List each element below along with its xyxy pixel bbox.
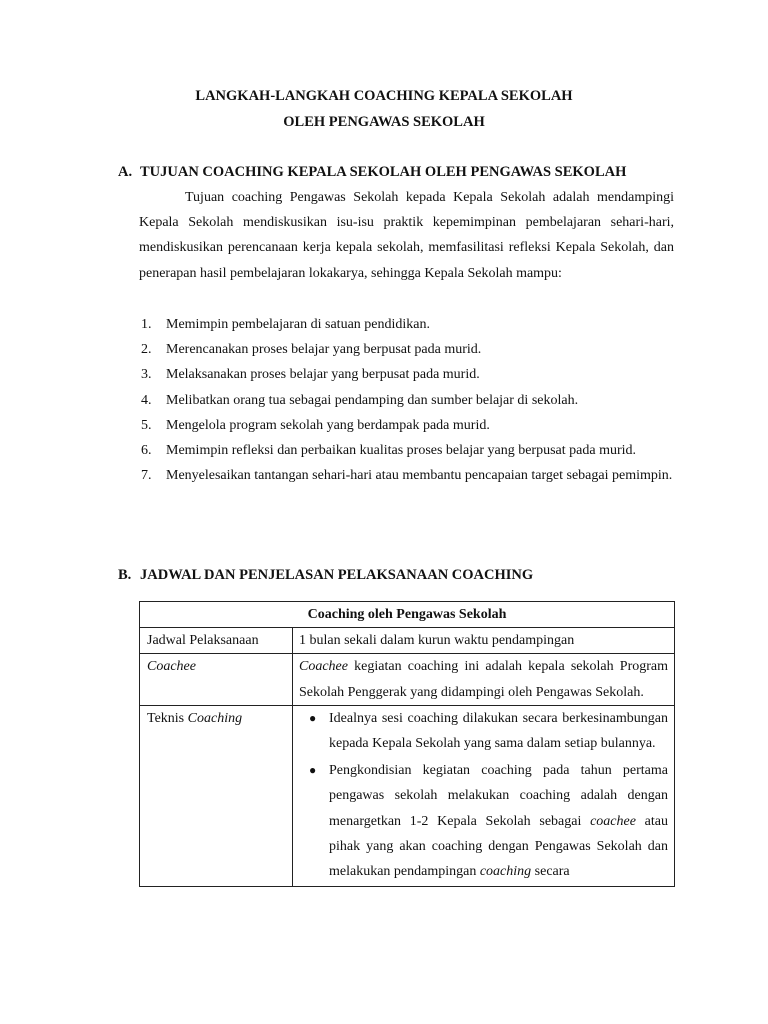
bullet-text: secara <box>531 864 570 880</box>
table-row <box>140 654 675 705</box>
section-a-heading <box>118 164 626 181</box>
list-item-text: Melaksanakan proses belajar yang berpusat pada murid. <box>166 367 480 383</box>
row-label-teknis <box>140 705 293 886</box>
doc-title-line-1: LANGKAH-LANGKAH COACHING KEPALA SEKOLAH <box>195 88 573 104</box>
list-item-text: Mengelola program sekolah yang berdampak pada murid. <box>166 417 490 433</box>
section-b-letter: B. <box>118 567 132 583</box>
section-b-heading <box>118 567 533 584</box>
bullet-em: coaching <box>479 864 532 880</box>
row-value-teknis <box>293 705 675 886</box>
bullet-dot-icon: ● <box>309 763 317 778</box>
table-header-row <box>140 602 675 628</box>
section-a-paragraph-text: Tujuan coaching Pengawas Sekolah kepada Kepala Sekolah adalah mendampingi Kepala Sekolah mendiskusikan isu-isu praktik kepemimpinan pembelajaran sehari-hari, mendiskusikan perencanaan kerja kepala sekolah, memfasilitasi refleksi Kepala Sekolah, dan penerapan hasil pembelajaran lokakarya, sehingga Kepala Sekolah mampu: <box>139 190 674 281</box>
table-row <box>140 705 675 886</box>
list-item-text: Merencanakan proses belajar yang berpusat pada murid. <box>166 342 482 358</box>
list-item <box>139 463 674 488</box>
teknis-bullet-list <box>299 706 668 884</box>
section-a-title: TUJUAN COACHING KEPALA SEKOLAH OLEH PENGAWAS SEKOLAH <box>140 164 627 180</box>
bullet-text: atau pihak yang akan coaching dengan Pengawas Sekolah dan melakukan pendampingan <box>329 813 668 880</box>
bullet-text: Idealnya sesi coaching dilakukan secara berkesinambungan kepada Kepala Sekolah yang sama dalam setiap bulannya. <box>329 710 668 752</box>
list-item-number: 1. <box>141 317 152 332</box>
teknis-label-em: Coaching <box>187 710 243 726</box>
row-label-jadwal: Jadwal Pelaksanaan <box>140 628 293 654</box>
bullet-text: Pengkondisian kegiatan coaching pada tahun pertama pengawas sekolah melakukan coaching adalah dengan menargetkan 1-2 Kepala Sekolah sebagai <box>329 763 668 829</box>
list-item <box>139 312 674 337</box>
list-item <box>139 362 674 387</box>
list-item-text: Menyelesaikan tantangan sehari-hari atau membantu pencapaian target sebagai pemimpin. <box>166 468 673 484</box>
list-item-number: 6. <box>141 443 152 459</box>
row-label-coachee-text: Coachee <box>147 659 196 675</box>
doc-title-line-2: OLEH PENGAWAS SEKOLAH <box>283 114 485 130</box>
list-item <box>139 388 674 413</box>
table-row <box>140 628 675 654</box>
list-item <box>299 706 668 756</box>
list-item-number: 7. <box>141 468 152 484</box>
list-item <box>139 438 674 463</box>
row-value-coachee <box>293 654 675 705</box>
coachee-text: kegiatan coaching ini adalah kepala sekolah Program Sekolah Penggerak yang didampingi oleh Pengawas Sekolah. <box>299 659 668 700</box>
list-item-text: Memimpin pembelajaran di satuan pendidikan. <box>166 317 430 332</box>
list-item <box>139 337 674 362</box>
list-item-text: Memimpin refleksi dan perbaikan kualitas proses belajar yang berpusat pada murid. <box>166 443 637 459</box>
coachee-em: Coachee <box>299 659 348 675</box>
bullet-em: coachee <box>590 813 636 829</box>
list-item-number: 4. <box>141 392 152 408</box>
row-label-coachee <box>140 654 293 705</box>
goals-list <box>139 312 674 488</box>
table-header-cell: Coaching oleh Pengawas Sekolah <box>140 602 675 628</box>
schedule-table <box>139 601 675 887</box>
section-a-letter: A. <box>118 164 133 180</box>
list-item-number: 2. <box>141 342 152 358</box>
section-a-paragraph <box>139 185 674 286</box>
list-item <box>139 413 674 438</box>
teknis-label: Teknis <box>147 710 188 726</box>
list-item-number: 5. <box>141 417 152 433</box>
list-item-number: 3. <box>141 367 152 383</box>
list-item-text: Melibatkan orang tua sebagai pendamping dan sumber belajar di sekolah. <box>166 392 579 408</box>
list-item <box>299 758 668 884</box>
row-value-jadwal: 1 bulan sekali dalam kurun waktu pendampingan <box>293 628 675 654</box>
section-b-title: JADWAL DAN PENJELASAN PELAKSANAAN COACHING <box>140 567 534 583</box>
bullet-dot-icon: ● <box>309 710 317 725</box>
